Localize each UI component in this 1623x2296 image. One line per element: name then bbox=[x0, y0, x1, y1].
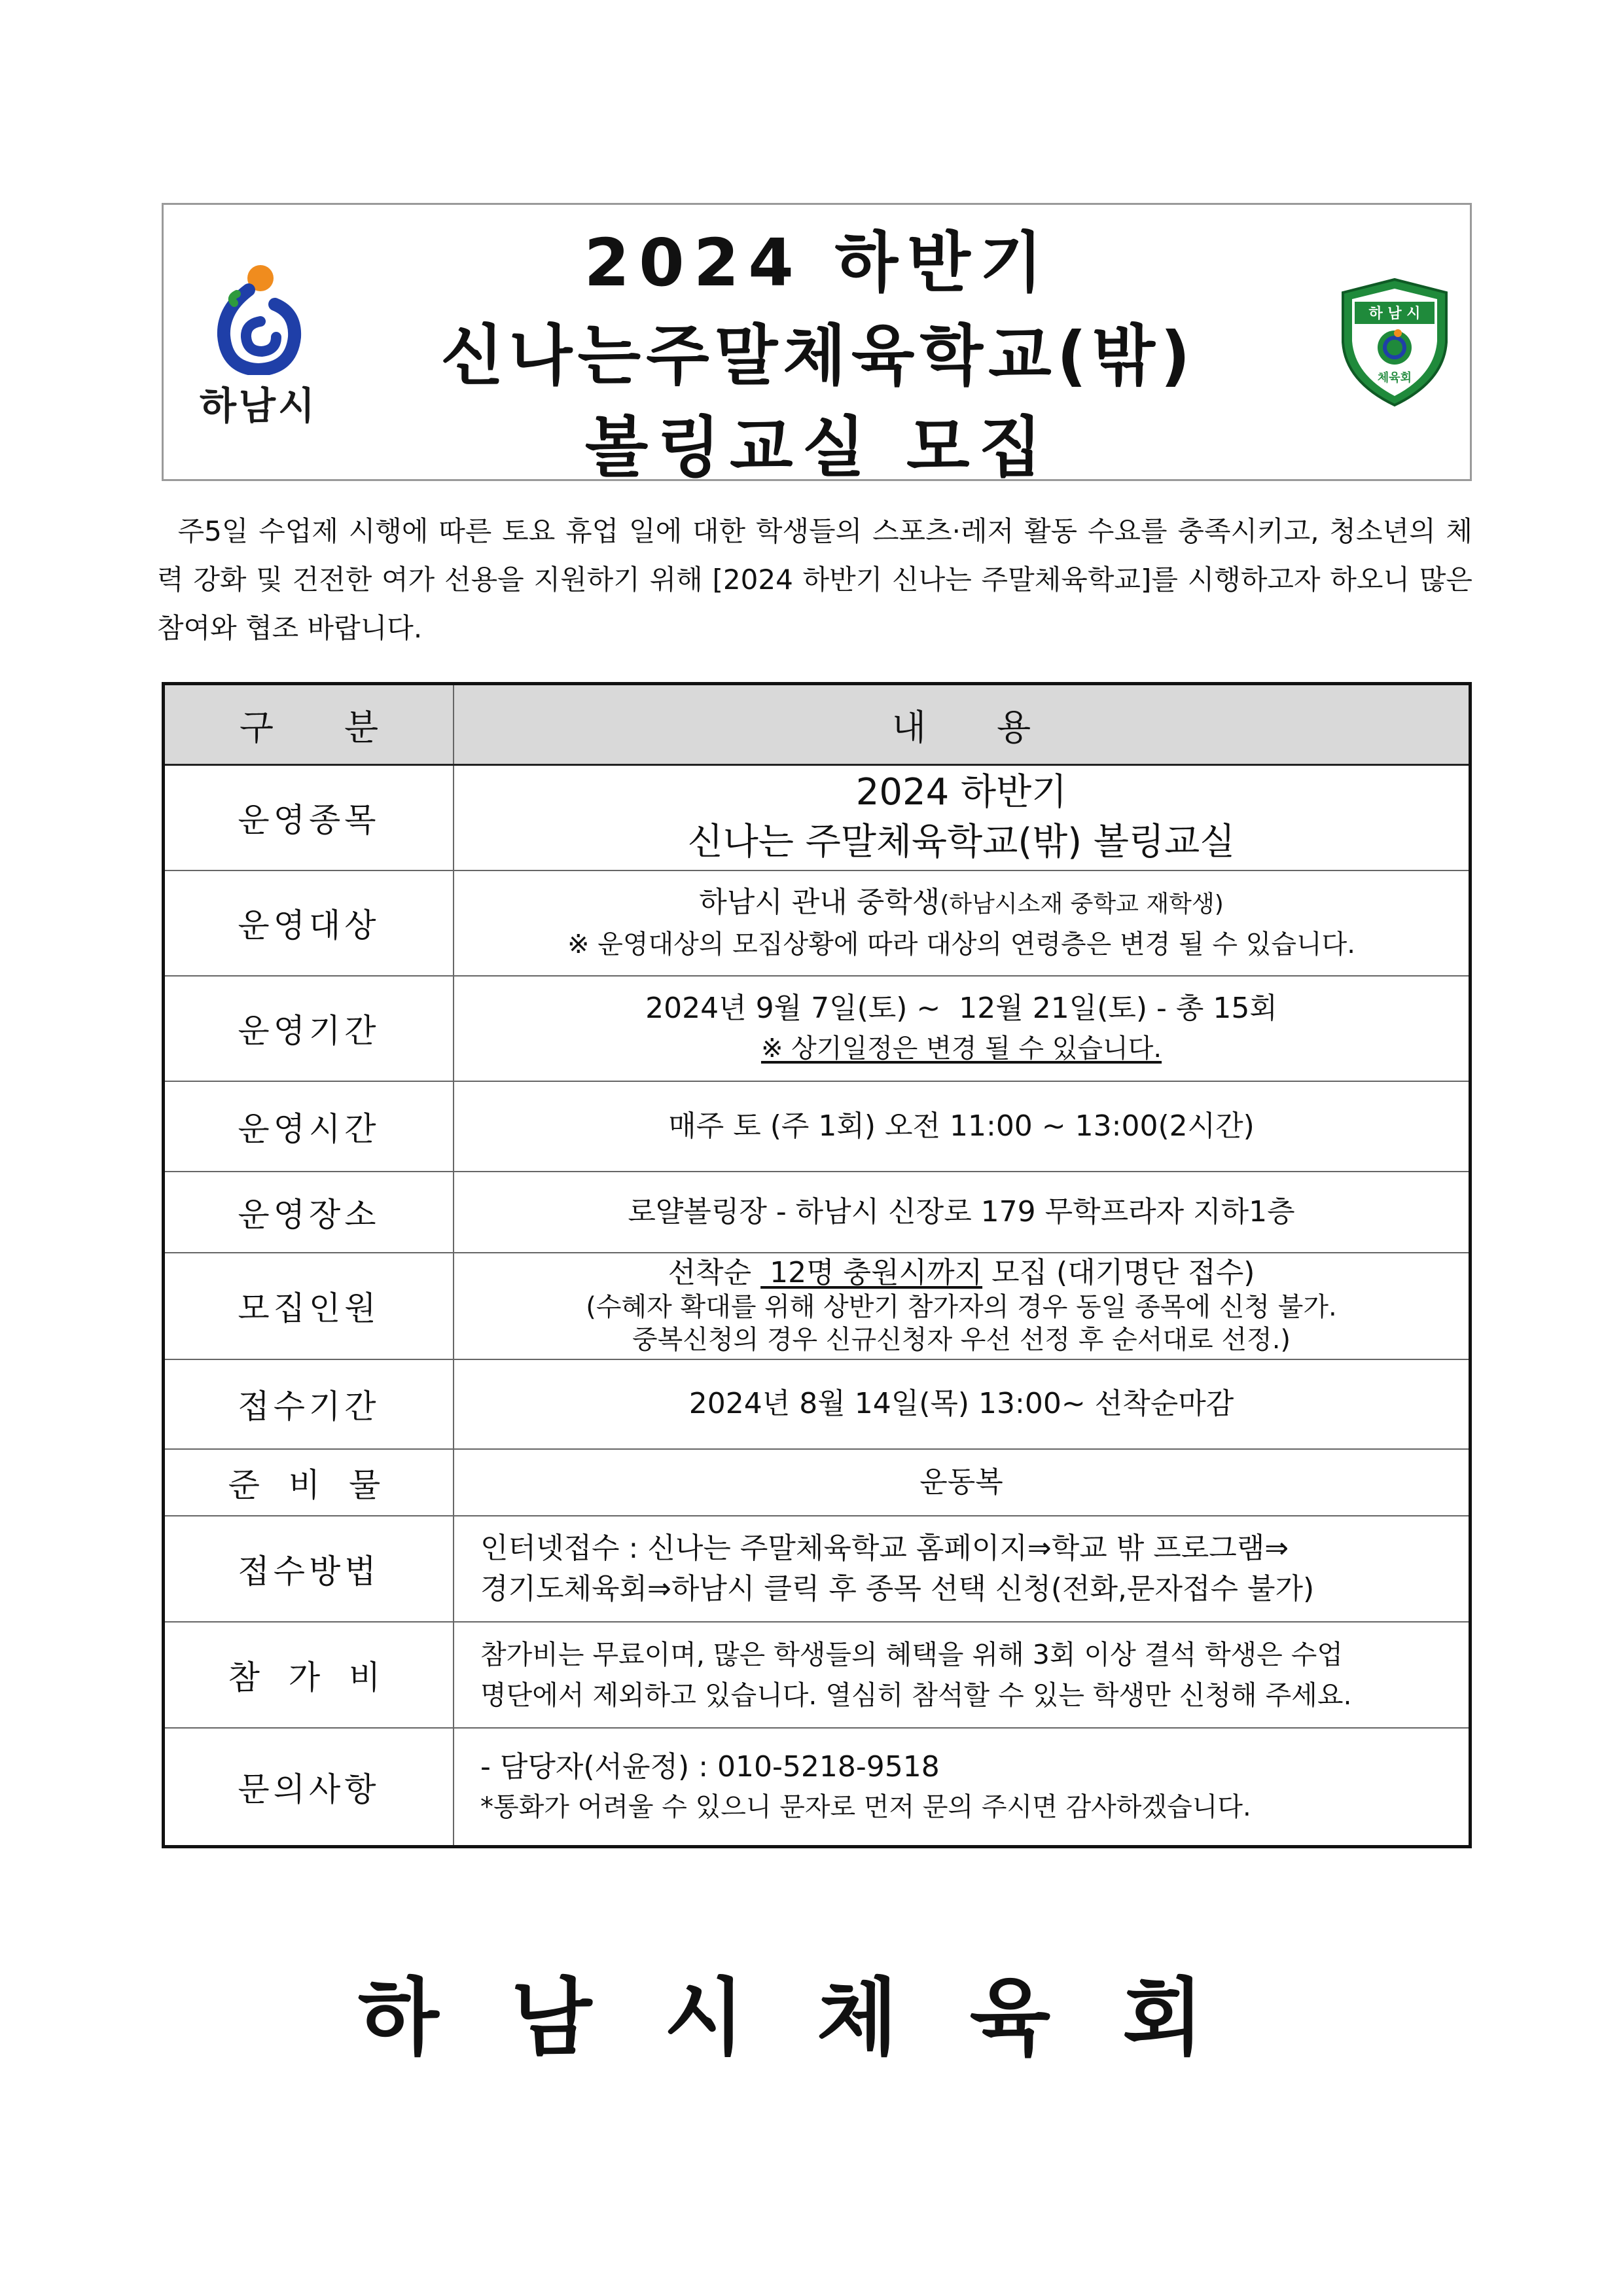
target-main: 하남시 관내 중학생 bbox=[699, 885, 940, 919]
title-line-2: 신나는주말체육학교(밖) bbox=[440, 317, 1196, 394]
table-row-time bbox=[164, 1081, 1471, 1172]
title-line-3: 볼링교실 모집 bbox=[584, 409, 1052, 486]
table-row-apply-period bbox=[164, 1359, 1471, 1449]
table-row-place bbox=[164, 1172, 1471, 1253]
table-row-method bbox=[164, 1516, 1471, 1622]
row-value: 운동복 bbox=[454, 1449, 1471, 1516]
row-label: 모집인원 bbox=[164, 1253, 454, 1359]
intro-text: 주5일 수업제 시행에 따른 토요 휴업 일에 대한 학생들의 스포츠·레저 활동 수요를 충족시키고, 청소년의 체력 강화 및 건전한 여가 선용을 지원하기 위해 [2024 하반기 신나는 주말체육학교]를 시행하고자 하오니 많은 참여와 협조 바랍니다. bbox=[157, 515, 1473, 644]
row-label: 운영기간 bbox=[164, 976, 454, 1081]
row-label: 운영종목 bbox=[164, 765, 454, 870]
recruit-note-1: (수혜자 확대를 위해 상반기 참가자의 경우 동일 종목에 신청 불가. bbox=[586, 1292, 1337, 1322]
event-line-2: 신나는 주말체육학교(밖) 볼링교실 bbox=[687, 821, 1236, 864]
info-table bbox=[162, 682, 1472, 1848]
logo-city-name: 하남시 bbox=[199, 384, 318, 428]
shield-emblem-icon bbox=[1339, 277, 1450, 408]
row-value bbox=[454, 1622, 1471, 1728]
header-label-cell: 구 분 bbox=[164, 684, 454, 765]
row-label: 접수방법 bbox=[164, 1516, 454, 1622]
table-row-supplies bbox=[164, 1449, 1471, 1516]
row-label: 접수기간 bbox=[164, 1359, 454, 1449]
row-label: 참 가 비 bbox=[164, 1622, 454, 1728]
table-row-fee bbox=[164, 1622, 1471, 1728]
row-value: 2024년 8월 14일(목) 13:00~ 선착순마감 bbox=[454, 1359, 1471, 1449]
table-header-row bbox=[164, 684, 1471, 765]
contact-line-1: - 담당자(서윤정) : 010-5218-9518 bbox=[480, 1749, 940, 1784]
row-label: 운영대상 bbox=[164, 870, 454, 976]
recruit-note-2: 중복신청의 경우 신규신청자 우선 선정 후 순서대로 선정.) bbox=[632, 1325, 1291, 1355]
period-note: ※ 상기일정은 변경 될 수 있습니다. bbox=[760, 1033, 1162, 1064]
row-label: 운영장소 bbox=[164, 1172, 454, 1253]
title-line-1: 2024 하반기 bbox=[584, 224, 1052, 301]
table-row-recruit bbox=[164, 1253, 1471, 1359]
table-row-event bbox=[164, 765, 1471, 870]
table-row-period bbox=[164, 976, 1471, 1081]
fee-line-1: 참가비는 무료이며, 많은 학생들의 혜택을 위해 3회 이상 결석 학생은 수업 bbox=[480, 1638, 1344, 1670]
fee-line-2: 명단에서 제외하고 있습니다. 열심히 참석할 수 있는 학생만 신청해 주세요. bbox=[480, 1679, 1352, 1711]
row-value: 로얄볼링장 - 하남시 신장로 179 무학프라자 지하1층 bbox=[454, 1172, 1471, 1253]
target-sub: (하남시소재 중학교 재학생) bbox=[940, 890, 1224, 918]
target-note: ※ 운영대상의 모집상황에 따라 대상의 연령층은 변경 될 수 있습니다. bbox=[567, 929, 1355, 960]
sports-council-emblem bbox=[1339, 277, 1450, 408]
row-value bbox=[454, 1728, 1471, 1847]
intro-paragraph bbox=[157, 507, 1472, 653]
method-line-2: 경기도체육회⇒하남시 클릭 후 종목 선택 신청(전화,문자접수 불가) bbox=[480, 1571, 1315, 1605]
period-main: 2024년 9월 7일(토) ~ 12월 21일(토) - 총 15회 bbox=[645, 992, 1277, 1025]
row-value: 매주 토 (주 1회) 오전 11:00 ~ 13:00(2시간) bbox=[454, 1081, 1471, 1172]
recruit-pre: 선착순 bbox=[668, 1256, 761, 1289]
header-content-cell: 내 용 bbox=[454, 684, 1471, 765]
hanam-city-logo bbox=[183, 264, 334, 427]
hanam-swirl-icon bbox=[183, 264, 334, 375]
row-label: 준 비 물 bbox=[164, 1449, 454, 1516]
row-label: 운영시간 bbox=[164, 1081, 454, 1172]
table-row-contact bbox=[164, 1728, 1471, 1847]
recruit-post: 모집 (대기명단 접수) bbox=[982, 1256, 1255, 1289]
row-value bbox=[454, 765, 1471, 870]
row-value bbox=[454, 1516, 1471, 1622]
row-value bbox=[454, 870, 1471, 976]
row-label: 문의사항 bbox=[164, 1728, 454, 1847]
footer-organization: 하남시체육회 bbox=[358, 1969, 1275, 2067]
row-value bbox=[454, 976, 1471, 1081]
emblem-bottom-text: 체육회 bbox=[1377, 371, 1412, 385]
table-row-target bbox=[164, 870, 1471, 976]
recruit-count: 12명 충원시까지 bbox=[760, 1256, 983, 1289]
contact-line-2: *통화가 어려울 수 있으니 문자로 먼저 문의 주시면 감사하겠습니다. bbox=[480, 1791, 1251, 1822]
method-line-1: 인터넷접수 : 신나는 주말체육학교 홈페이지⇒학교 밖 프로그램⇒ bbox=[480, 1531, 1289, 1565]
event-line-1: 2024 하반기 bbox=[855, 771, 1067, 814]
header-box bbox=[162, 203, 1472, 486]
row-value bbox=[454, 1253, 1471, 1359]
emblem-top-text: 하 남 시 bbox=[1368, 306, 1421, 322]
